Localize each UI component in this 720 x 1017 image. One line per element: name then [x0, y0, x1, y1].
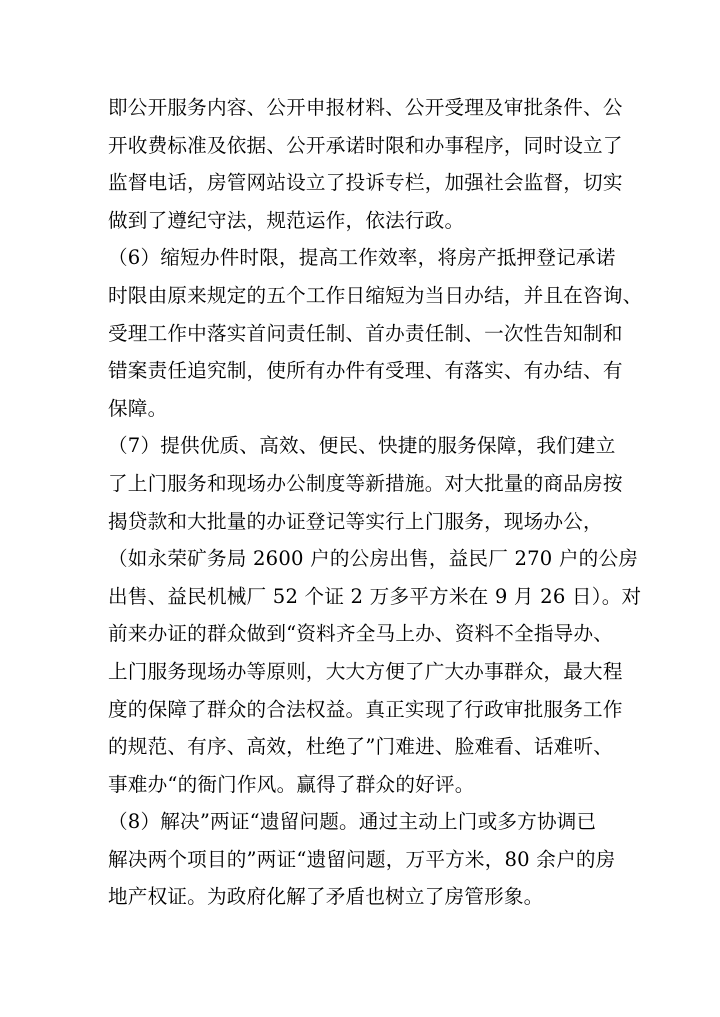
text-line: （7）提供优质、高效、便民、快捷的服务保障，我们建立 [108, 434, 616, 458]
text-line: 前来办证的群众做到“资料齐全马上办、资料不全指导办、 [108, 622, 614, 646]
text-line: 错案责任追究制，使所有办件有受理、有落实、有办结、有 [108, 359, 623, 383]
text-line: 度的保障了群众的合法权益。真正实现了行政审批服务工作 [108, 697, 623, 721]
text-line: 了上门服务和现场办公制度等新措施。对大批量的商品房按 [108, 471, 623, 495]
text-line: （6）缩短办件时限，提高工作效率，将房产抵押登记承诺 [108, 246, 616, 270]
document-body [108, 89, 643, 916]
text-line: 开收费标准及依据、公开承诺时限和办事程序，同时设立了 [108, 133, 623, 157]
text-line: 的规范、有序、高效，杜绝了”门难进、脸难看、话难听、 [108, 735, 614, 759]
text-line: 保障。 [108, 396, 168, 420]
text-line: 做到了遵纪守法，规范运作，依法行政。 [108, 208, 465, 232]
text-line: 事难办“的衙门作风。赢得了群众的好评。 [108, 772, 475, 796]
text-line: 出售、益民机械厂 52 个证 2 万多平方米在 9 月 26 日）。对 [108, 584, 642, 608]
text-line: 时限由原来规定的五个工作日缩短为当日办结，并且在咨询、 [108, 283, 643, 307]
text-line: 监督电话，房管网站设立了投诉专栏，加强社会监督，切实 [108, 171, 623, 195]
text-line: （如永荣矿务局 2600 户的公房出售，益民厂 270 户的公房 [108, 547, 639, 571]
text-line: 即公开服务内容、公开申报材料、公开受理及审批条件、公 [108, 96, 623, 119]
text-line: 上门服务现场办等原则，大大方便了广大办事群众，最大程 [108, 659, 623, 683]
text-line: 受理工作中落实首问责任制、首办责任制、一次性告知制和 [108, 321, 623, 345]
text-line: （8）解决”两证“遗留问题。通过主动上门或多方协调已 [108, 810, 597, 834]
text-line: 地产权证。为政府化解了矛盾也树立了房管形象。 [108, 885, 544, 909]
text-line: 揭贷款和大批量的办证登记等实行上门服务，现场办公， [108, 509, 603, 533]
text-line: 解决两个项目的”两证“遗留问题，万平方米，80 余户的房 [108, 847, 616, 871]
